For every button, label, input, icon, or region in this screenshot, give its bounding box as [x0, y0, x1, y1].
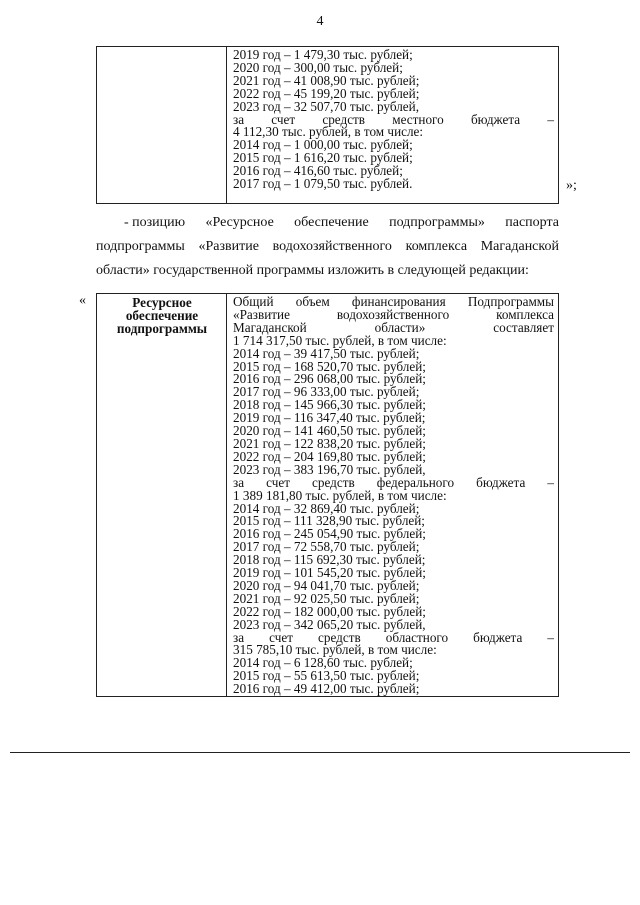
row-label — [97, 296, 227, 335]
text-line: 2018 год – 145 966,30 тыс. рублей; — [233, 397, 426, 413]
text-line: 2016 год – 245 054,90 тыс. рублей; — [233, 526, 426, 542]
text-line: 2015 год – 55 613,50 тыс. рублей; — [233, 668, 420, 684]
label-line: Ресурсное — [132, 295, 192, 310]
text-line: 2016 год – 296 068,00 тыс. рублей; — [233, 371, 426, 387]
word: области» — [374, 319, 426, 335]
text-line: 2022 год – 204 169,80 тыс. рублей; — [233, 448, 426, 464]
text-line: 2020 год – 141 460,50 тыс. рублей; — [233, 423, 426, 439]
word: комплекса — [405, 239, 468, 254]
word: счет — [271, 111, 296, 127]
table2-label-cell — [97, 294, 227, 696]
word: составляет — [493, 319, 554, 335]
word: - позицию — [124, 215, 186, 230]
text-line: 2023 год – 383 196,70 тыс. рублей, — [233, 461, 426, 477]
text-line: 2022 год – 45 199,20 тыс. рублей; — [233, 85, 420, 101]
word: – — [547, 111, 554, 127]
instruction-paragraph — [96, 211, 559, 283]
word: обеспечение — [294, 215, 369, 230]
word: Общий — [233, 294, 274, 309]
word: бюджета — [470, 111, 521, 127]
word: счет — [266, 474, 290, 490]
word: «Ресурсное — [205, 215, 274, 230]
closing-quote: »; — [566, 178, 577, 193]
word: средств — [312, 474, 355, 490]
label-line: обеспечение — [125, 308, 199, 323]
text-line: 2020 год – 300,00 тыс. рублей; — [233, 59, 403, 75]
word: подпрограммы» — [389, 215, 485, 230]
text-line: 2019 год – 101 545,20 тыс. рублей; — [233, 565, 426, 581]
table1-value-cell — [228, 49, 558, 191]
word: водохозяйственного — [272, 239, 392, 254]
word: счет — [269, 629, 293, 645]
text-line: 2017 год – 72 558,70 тыс. рублей; — [233, 539, 420, 555]
text-line: 2016 год – 49 412,00 тыс. рублей; — [233, 681, 420, 697]
text-line: 2014 год – 1 000,00 тыс. рублей; — [233, 137, 413, 153]
text-line: 2015 год – 168 520,70 тыс. рублей; — [233, 358, 426, 374]
word: бюджета — [473, 629, 523, 645]
paragraph-line — [96, 235, 559, 259]
text-line: 2021 год – 122 838,20 тыс. рублей; — [233, 435, 426, 451]
table2-value-cell — [228, 296, 558, 696]
text-line: 2015 год – 1 616,20 тыс. рублей; — [233, 150, 413, 166]
label-line: подпрограммы — [116, 321, 208, 336]
word: подпрограммы — [96, 239, 185, 254]
text-line: 2023 год – 342 065,20 тыс. рублей, — [233, 616, 426, 632]
text-line: 315 785,10 тыс. рублей, в том числе: — [233, 642, 437, 658]
text-line: 1 714 317,50 тыс. рублей, в том числе: — [233, 332, 447, 348]
word: бюджета — [476, 474, 526, 490]
text-line: 2021 год – 92 025,50 тыс. рублей; — [233, 590, 420, 606]
funding-table-continued — [96, 46, 559, 204]
text-line: 2014 год – 6 128,60 тыс. рублей; — [233, 655, 413, 671]
word: средств — [318, 629, 361, 645]
word: местного — [392, 111, 444, 127]
text-line: 2021 год – 41 008,90 тыс. рублей; — [233, 72, 420, 88]
text-line: 2016 год – 416,60 тыс. рублей; — [233, 163, 403, 179]
word: федерального — [376, 474, 455, 490]
word: объем — [295, 294, 330, 309]
opening-quote: « — [79, 293, 86, 308]
word: Магаданской — [233, 319, 307, 335]
text-line: 2017 год – 96 333,00 тыс. рублей; — [233, 384, 420, 400]
text-line: 2019 год – 1 479,30 тыс. рублей; — [233, 47, 413, 62]
table1-label-cell — [97, 47, 227, 203]
word: Подпрограммы — [467, 294, 554, 309]
text-line: 2014 год – 32 869,40 тыс. рублей; — [233, 500, 420, 516]
text-line: 2018 год – 115 692,30 тыс. рублей; — [233, 552, 426, 568]
paragraph-line: области» государственной программы изложить в следующей редакции: — [96, 263, 529, 278]
resource-provision-table — [96, 293, 559, 697]
word: за — [233, 111, 245, 127]
text-line: 2015 год – 111 328,90 тыс. рублей; — [233, 513, 425, 529]
word: – — [547, 474, 554, 490]
word: областного — [385, 629, 449, 645]
text-line: 2022 год – 182 000,00 тыс. рублей; — [233, 603, 426, 619]
word: «Развитие — [233, 306, 290, 322]
text-line: 4 112,30 тыс. рублей, в том числе: — [233, 124, 424, 140]
text-line: 2023 год – 32 507,70 тыс. рублей, — [233, 98, 419, 114]
word: «Развитие — [198, 239, 259, 254]
word: средств — [322, 111, 366, 127]
word: за — [233, 474, 245, 490]
text-line: 1 389 181,80 тыс. рублей, в том числе: — [233, 487, 447, 503]
word: финансирования — [351, 294, 446, 309]
word: паспорта — [505, 215, 559, 230]
word: Магаданской — [480, 239, 559, 254]
footer-divider — [10, 752, 630, 753]
word: водохозяйственного — [336, 306, 450, 322]
page-number: 4 — [316, 14, 324, 29]
word: – — [547, 629, 554, 645]
paragraph-line — [96, 211, 559, 235]
text-line: 2020 год – 94 041,70 тыс. рублей; — [233, 577, 420, 593]
text-line: 2017 год – 1 079,50 тыс. рублей. — [233, 176, 413, 192]
word: за — [233, 629, 245, 645]
text-line: 2019 год – 116 347,40 тыс. рублей; — [233, 410, 426, 426]
text-line: 2014 год – 39 417,50 тыс. рублей; — [233, 345, 420, 361]
word: комплекса — [496, 306, 554, 322]
